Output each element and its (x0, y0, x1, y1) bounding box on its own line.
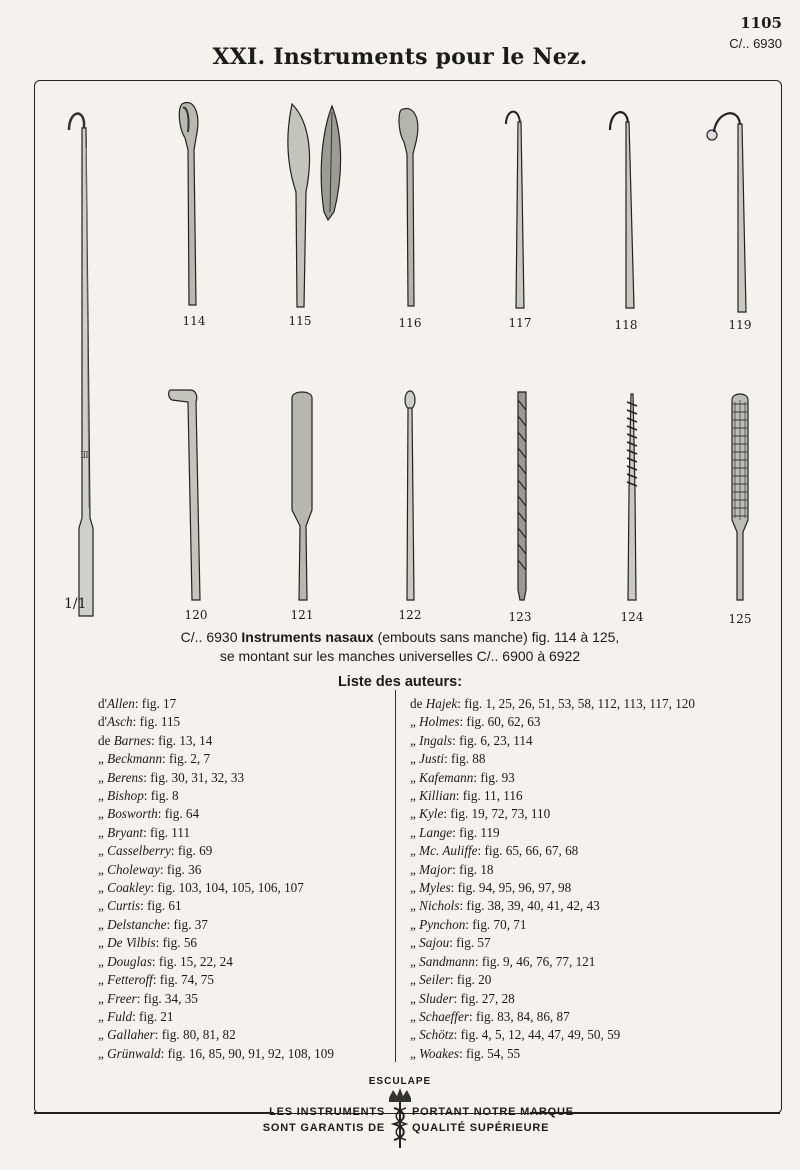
author-figures: fig. 115 (139, 714, 181, 730)
author-name: Allen (106, 696, 135, 711)
fig-label-117: 117 (508, 316, 532, 330)
author-prefix: „ (410, 916, 420, 932)
author-name: Fetteroff (107, 972, 153, 988)
author-entry: „ Gallaher: fig. 80, 81, 82 (98, 1027, 236, 1043)
author-prefix: „ (410, 1027, 420, 1043)
author-prefix: „ (98, 972, 108, 988)
fig-121-flat-spatula-illustration (288, 390, 318, 605)
author-entry: „ Schaeffer: fig. 83, 84, 86, 87 (410, 1008, 570, 1024)
author-prefix: „ (410, 843, 420, 859)
author-prefix: „ (410, 972, 420, 988)
author-prefix: „ (410, 990, 420, 1006)
author-name: Killian (419, 788, 456, 804)
author-name: Schaeffer (419, 1008, 469, 1024)
author-name: Fuld (107, 1008, 133, 1024)
author-prefix: „ (98, 769, 108, 785)
author-name: Sandmann (419, 953, 475, 969)
fig-label-122: 122 (398, 608, 422, 622)
author-entry: „ Choleway: fig. 36 (98, 861, 202, 877)
author-figures: fig. 65, 66, 67, 68 (484, 843, 579, 859)
author-entry: „ Ingals: fig. 6, 23, 114 (410, 732, 533, 748)
author-name: Sajou (419, 935, 450, 951)
author-figures: fig. 30, 31, 32, 33 (150, 769, 245, 785)
author-figures: fig. 16, 85, 90, 91, 92, 108, 109 (167, 1045, 334, 1061)
author-figures: fig. 60, 62, 63 (466, 714, 541, 730)
author-name: Kafemann (419, 769, 474, 785)
author-entry: „ Sluder: fig. 27, 28 (410, 990, 515, 1006)
author-prefix: „ (410, 935, 420, 951)
author-name: Freer (107, 990, 137, 1006)
author-figures: fig. 8 (150, 788, 179, 804)
author-prefix: „ (98, 990, 108, 1006)
fig-label-125: 125 (728, 612, 752, 626)
author-prefix: „ (410, 769, 420, 785)
fig-label-116: 116 (398, 316, 422, 330)
author-prefix: „ (98, 751, 108, 767)
author-prefix: „ (410, 861, 420, 877)
author-prefix: „ (98, 935, 108, 951)
author-figures: fig. 11, 116 (462, 788, 523, 804)
fig-115-knife-illustration (284, 102, 348, 312)
author-prefix: d' (98, 696, 107, 711)
fig-116-spoon-illustration (396, 106, 426, 311)
author-figures: fig. 20 (456, 972, 492, 988)
author-entry: „ Douglas: fig. 15, 22, 24 (98, 953, 233, 969)
author-name: Seiler (419, 972, 450, 988)
author-figures: fig. 19, 72, 73, 110 (450, 806, 551, 822)
author-prefix: de (410, 696, 426, 711)
author-name: Curtis (107, 898, 141, 914)
author-figures: fig. 64 (164, 806, 200, 822)
author-name: Bishop (107, 788, 144, 804)
brand-name: ESCULAPE (368, 1076, 432, 1087)
guarantee-right-line2: QUALITÉ SUPÉRIEURE (412, 1122, 550, 1134)
fig-label-120: 120 (184, 608, 208, 622)
author-name: Barnes (113, 732, 152, 748)
author-figures: fig. 56 (162, 935, 198, 951)
fig-label-119: 119 (728, 318, 752, 332)
author-figures: fig. 9, 46, 76, 77, 121 (481, 953, 596, 969)
author-prefix: „ (98, 1008, 108, 1024)
author-figures: fig. 88 (451, 751, 486, 767)
fig-124-screw-rasp-illustration (620, 392, 644, 607)
author-entry: „ Sandmann: fig. 9, 46, 76, 77, 121 (410, 953, 596, 969)
author-figures: fig. 15, 22, 24 (158, 953, 233, 969)
author-entry: „ Seiler: fig. 20 (410, 972, 492, 988)
author-name: Delstanche (107, 916, 167, 932)
author-entry: „ Freer: fig. 34, 35 (98, 990, 198, 1006)
author-figures: fig. 94, 95, 96, 97, 98 (457, 880, 572, 896)
author-name: Casselberry (107, 843, 171, 859)
author-figures: fig. 1, 25, 26, 51, 53, 58, 112, 113, 117, 120 (464, 696, 695, 711)
column-divider (395, 690, 396, 1062)
author-name: Sluder (419, 990, 454, 1006)
author-entry: „ Bosworth: fig. 64 (98, 806, 200, 822)
author-entry: „ Myles: fig. 94, 95, 96, 97, 98 (410, 880, 572, 896)
author-prefix: „ (410, 714, 420, 730)
author-prefix: „ (410, 824, 420, 840)
author-entry: „ Kyle: fig. 19, 72, 73, 110 (410, 806, 551, 822)
author-name: Beckmann (107, 751, 163, 767)
author-figures: fig. 17 (141, 696, 177, 711)
author-entry: „ Bryant: fig. 111 (98, 824, 191, 840)
page-title: XXI. Instruments pour le Nez. (212, 44, 588, 70)
author-entry: „ Bishop: fig. 8 (98, 788, 179, 804)
author-name: Hajek (425, 696, 458, 711)
author-prefix: „ (98, 788, 108, 804)
author-prefix: „ (410, 788, 420, 804)
author-entry: „ Kafemann: fig. 93 (410, 769, 515, 785)
author-figures: fig. 57 (456, 935, 491, 951)
author-figures: fig. 34, 35 (143, 990, 198, 1006)
author-entry: „ De Vilbis: fig. 56 (98, 935, 198, 951)
author-name: Pynchon (419, 916, 466, 932)
author-prefix: „ (98, 806, 108, 822)
author-prefix: „ (98, 824, 108, 840)
fig-114-spatula-illustration (176, 100, 206, 310)
author-entry: „ Mc. Auliffe: fig. 65, 66, 67, 68 (410, 843, 579, 859)
author-figures: fig. 103, 104, 105, 106, 107 (157, 880, 304, 896)
author-name: Grünwald (107, 1045, 161, 1061)
author-figures: fig. 111 (150, 824, 191, 840)
author-figures: fig. 27, 28 (460, 990, 515, 1006)
caption-line1: (embouts sans manche) fig. 114 à 125, (377, 629, 620, 645)
author-prefix: „ (410, 880, 420, 896)
author-prefix: de (98, 732, 114, 748)
fig-125-file-rasp-illustration (726, 392, 754, 607)
guarantee-left-line2: SONT GARANTIS DE (262, 1122, 385, 1134)
author-figures: fig. 83, 84, 86, 87 (475, 1008, 570, 1024)
author-prefix: „ (410, 1008, 420, 1024)
author-prefix: „ (98, 861, 108, 877)
author-entry: de Barnes: fig. 13, 14 (98, 732, 213, 748)
author-entry: „ Killian: fig. 11, 116 (410, 788, 523, 804)
guarantee-right-line1: PORTANT NOTRE MARQUE (412, 1106, 574, 1118)
author-entry: „ Woakes: fig. 54, 55 (410, 1045, 521, 1061)
author-figures: fig. 38, 39, 40, 41, 42, 43 (466, 898, 600, 914)
author-name: Major (419, 861, 453, 877)
author-name: Coakley (107, 880, 151, 896)
author-figures: fig. 18 (459, 861, 494, 877)
author-name: Asch (106, 714, 133, 730)
scale-label: 1/1 (64, 596, 87, 612)
author-prefix: „ (98, 843, 108, 859)
author-figures: fig. 70, 71 (472, 916, 527, 932)
author-prefix: „ (98, 1045, 108, 1061)
svg-text:Ⅲ: Ⅲ (80, 451, 89, 461)
author-figures: fig. 119 (459, 824, 500, 840)
author-name: Mc. Auliffe (419, 843, 478, 859)
fig-label-123: 123 (508, 610, 532, 624)
author-name: Bosworth (107, 806, 158, 822)
author-entry: „ Fuld: fig. 21 (98, 1008, 174, 1024)
author-name: Choleway (107, 861, 160, 877)
fig-label-115: 115 (288, 314, 312, 328)
author-entry: „ Delstanche: fig. 37 (98, 916, 208, 932)
author-entry: „ Fetteroff: fig. 74, 75 (98, 972, 214, 988)
author-name: Berens (107, 769, 144, 785)
author-figures: fig. 21 (139, 1008, 174, 1024)
author-prefix: „ (410, 751, 420, 767)
author-figures: fig. 69 (177, 843, 213, 859)
author-entry: d'Asch: fig. 115 (98, 714, 181, 730)
author-prefix: „ (410, 898, 420, 914)
long-hook-handle-illustration (60, 108, 100, 620)
author-name: Holmes (419, 714, 460, 730)
fig-120-bent-probe-illustration (166, 386, 210, 606)
author-prefix: d' (98, 714, 107, 730)
author-figures: fig. 36 (166, 861, 202, 877)
author-name: Kyle (419, 806, 444, 822)
author-name: Ingals (419, 732, 453, 748)
catalog-reference: C/.. 6930 (729, 36, 782, 51)
fig-118-hook-illustration (604, 108, 640, 313)
fig-119-probe-illustration (702, 108, 752, 318)
fig-122-probe-illustration (398, 390, 422, 605)
author-entry: „ Schötz: fig. 4, 5, 12, 44, 47, 49, 50, 59 (410, 1027, 621, 1043)
author-figures: fig. 6, 23, 114 (459, 732, 533, 748)
author-entry: „ Grünwald: fig. 16, 85, 90, 91, 92, 108, 109 (98, 1045, 334, 1061)
author-prefix: „ (98, 953, 108, 969)
author-entry: „ Coakley: fig. 103, 104, 105, 106, 107 (98, 880, 304, 896)
author-entry: „ Lange: fig. 119 (410, 824, 500, 840)
fig-label-118: 118 (614, 318, 638, 332)
fig-117-hook-illustration (500, 108, 530, 313)
author-figures: fig. 37 (173, 916, 208, 932)
author-name: Douglas (107, 953, 152, 969)
author-prefix: „ (410, 1045, 420, 1061)
author-figures: fig. 2, 7 (169, 751, 211, 767)
fig-123-twisted-rasp-illustration (510, 390, 534, 605)
fig-label-124: 124 (620, 610, 644, 624)
author-entry: „ Casselberry: fig. 69 (98, 843, 213, 859)
author-name: Schötz (419, 1027, 454, 1043)
caption (0, 628, 800, 666)
author-entry: „ Berens: fig. 30, 31, 32, 33 (98, 769, 245, 785)
guarantee-left-line1: LES INSTRUMENTS (269, 1106, 385, 1118)
page-number: 1105 (740, 14, 782, 32)
author-prefix: „ (410, 732, 420, 748)
authors-left-column (98, 695, 334, 1063)
author-entry: „ Justi: fig. 88 (410, 751, 486, 767)
authors-heading: Liste des auteurs: (337, 674, 463, 690)
author-name: Nichols (419, 898, 460, 914)
guarantee-right (412, 1104, 574, 1136)
author-name: Lange (419, 824, 453, 840)
caption-bold: Instruments nasaux (241, 629, 374, 645)
fig-label-121: 121 (290, 608, 314, 622)
author-entry: d'Allen: fig. 17 (98, 696, 177, 711)
author-entry: „ Curtis: fig. 61 (98, 898, 182, 914)
author-prefix: „ (98, 880, 108, 896)
author-name: Gallaher (107, 1027, 155, 1043)
author-entry: „ Pynchon: fig. 70, 71 (410, 916, 527, 932)
author-name: De Vilbis (107, 935, 156, 951)
author-entry: „ Sajou: fig. 57 (410, 935, 491, 951)
author-figures: fig. 54, 55 (465, 1045, 521, 1061)
author-figures: fig. 80, 81, 82 (161, 1027, 236, 1043)
author-prefix: „ (98, 916, 108, 932)
guarantee-left (263, 1104, 385, 1136)
author-prefix: „ (98, 1027, 108, 1043)
authors-right-column (410, 695, 695, 1063)
author-name: Myles (419, 880, 451, 896)
caption-ref: C/.. 6930 (180, 629, 238, 645)
author-figures: fig. 61 (147, 898, 182, 914)
footer-rule-left (34, 1112, 274, 1114)
author-figures: fig. 4, 5, 12, 44, 47, 49, 50, 59 (460, 1027, 621, 1043)
fig-label-114: 114 (182, 314, 206, 328)
author-figures: fig. 93 (480, 769, 515, 785)
author-prefix: „ (410, 953, 420, 969)
author-entry: „ Beckmann: fig. 2, 7 (98, 751, 211, 767)
author-name: Bryant (107, 824, 144, 840)
author-entry: „ Nichols: fig. 38, 39, 40, 41, 42, 43 (410, 898, 600, 914)
author-figures: fig. 74, 75 (159, 972, 214, 988)
author-entry: de Hajek: fig. 1, 25, 26, 51, 53, 58, 112, 113, 117, 120 (410, 696, 695, 711)
author-name: Woakes (419, 1045, 459, 1061)
author-prefix: „ (410, 806, 420, 822)
author-figures: fig. 13, 14 (158, 732, 213, 748)
author-prefix: „ (98, 898, 108, 914)
author-name: Justi (419, 751, 445, 767)
caption-line2: se montant sur les manches universelles C/.. 6900 à 6922 (219, 648, 581, 664)
author-entry: „ Holmes: fig. 60, 62, 63 (410, 714, 541, 730)
author-entry: „ Major: fig. 18 (410, 861, 494, 877)
